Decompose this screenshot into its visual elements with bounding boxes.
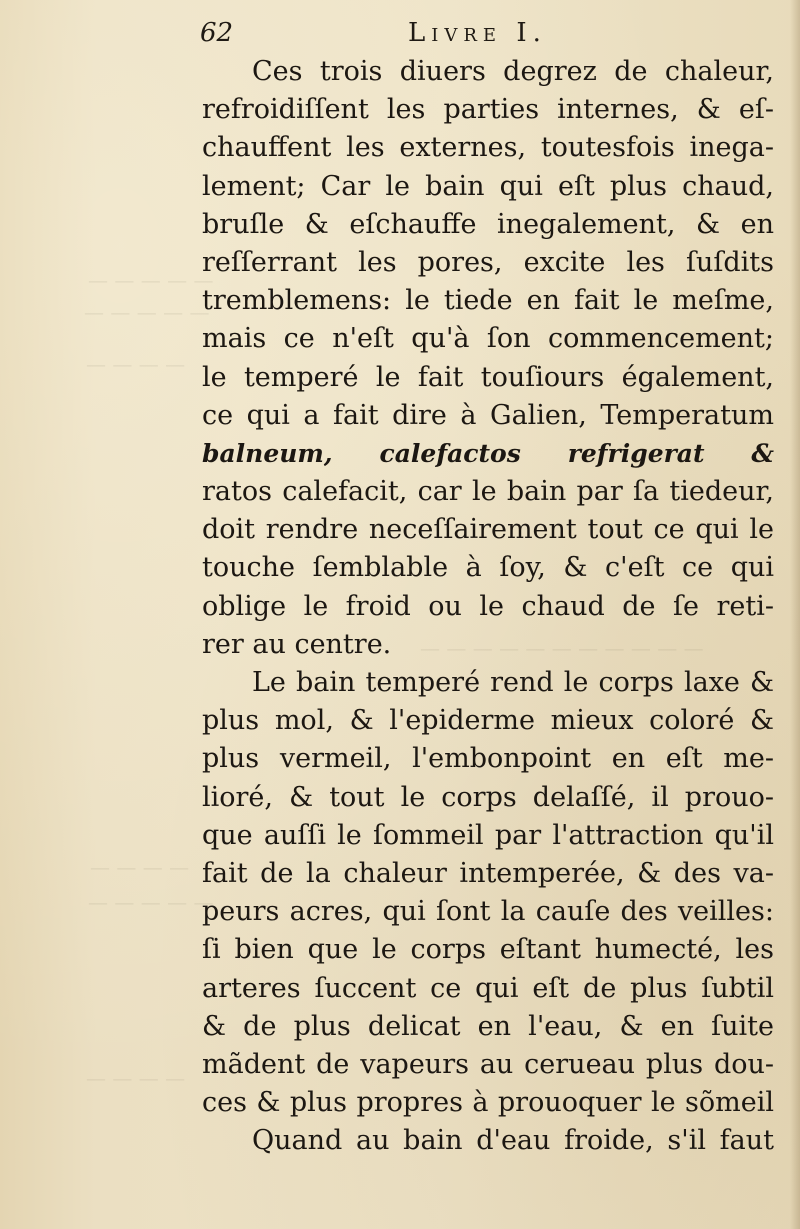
text-line: & de plus delicat en l'eau, & en ſuite: [202, 1010, 774, 1042]
body-text: [202, 53, 774, 1160]
text-line: rer au centre.: [202, 628, 392, 660]
running-head: Livre I.: [408, 18, 547, 48]
text-line: bruſle & eſchauffe inegalement, & en: [202, 208, 774, 240]
text-line: tremblemens: le tiede en fait le meſme,: [202, 285, 774, 317]
text-line: Quand au bain d'eau froide, s'il faut: [252, 1125, 774, 1157]
text-line: ratos calefacit, car le bain par ſa tiedeur,: [202, 476, 774, 508]
text-line: doit rendre neceſſairement tout ce qui le: [202, 514, 774, 546]
text-line: ces & plus propres à prouoquer le sõmeil: [202, 1087, 774, 1119]
text-line: lioré, & tout le corps delaſſé, il prouo-: [202, 781, 774, 813]
text-line: fait de la chaleur intemperée, & des va-: [202, 857, 774, 889]
text-line: oblige le froid ou le chaud de ſe reti-: [202, 590, 774, 622]
text-line: plus mol, & l'epiderme mieux coloré &: [202, 705, 774, 737]
text-line: Le bain temperé rend le corps laxe &: [252, 667, 774, 698]
text-line-latin: balneum, calefactos refrigerat &: [202, 438, 774, 468]
show-through-texture: — — — — — — — — — — — — — — — — — — — — — — — — — — — — — — — — — — — — — —: [84, 268, 704, 1090]
text-line: touche ſemblable à ſoy, & c'eſt ce qui: [202, 552, 774, 584]
text-line: ſi bien que le corps eſtant humecté, les: [202, 934, 774, 966]
page-edge-shadow: [790, 0, 800, 1229]
text-line: refroidiſſent les parties internes, & eſ-: [202, 94, 774, 126]
text-line: mais ce n'eſt qu'à ſon commencement;: [202, 323, 774, 355]
text-line: lement; Car le bain qui eſt plus chaud,: [202, 170, 774, 202]
page-number: 62: [200, 18, 234, 48]
page-header: [200, 14, 760, 54]
text-line: peurs acres, qui ſont la cauſe des veilles:: [202, 896, 774, 928]
text-line: arteres ſuccent ce qui eſt de plus ſubtil: [202, 972, 774, 1004]
text-line: que auſſi le ſommeil par l'attraction qu'il: [202, 819, 774, 851]
text-line: plus vermeil, l'embonpoint en eſt me-: [202, 743, 774, 775]
text-line: le temperé le fait touſiours également,: [202, 361, 774, 393]
text-line: mãdent de vapeurs au cerueau plus dou-: [202, 1048, 774, 1080]
text-line: chauffent les externes, toutesfois inega-: [202, 132, 774, 164]
text-line: ce qui a fait dire à Galien, Temperatum: [202, 399, 774, 431]
text-line: reſſerrant les pores, excite les ſuſdits: [202, 246, 774, 278]
text-line: Ces trois diuers degrez de chaleur,: [252, 56, 774, 87]
